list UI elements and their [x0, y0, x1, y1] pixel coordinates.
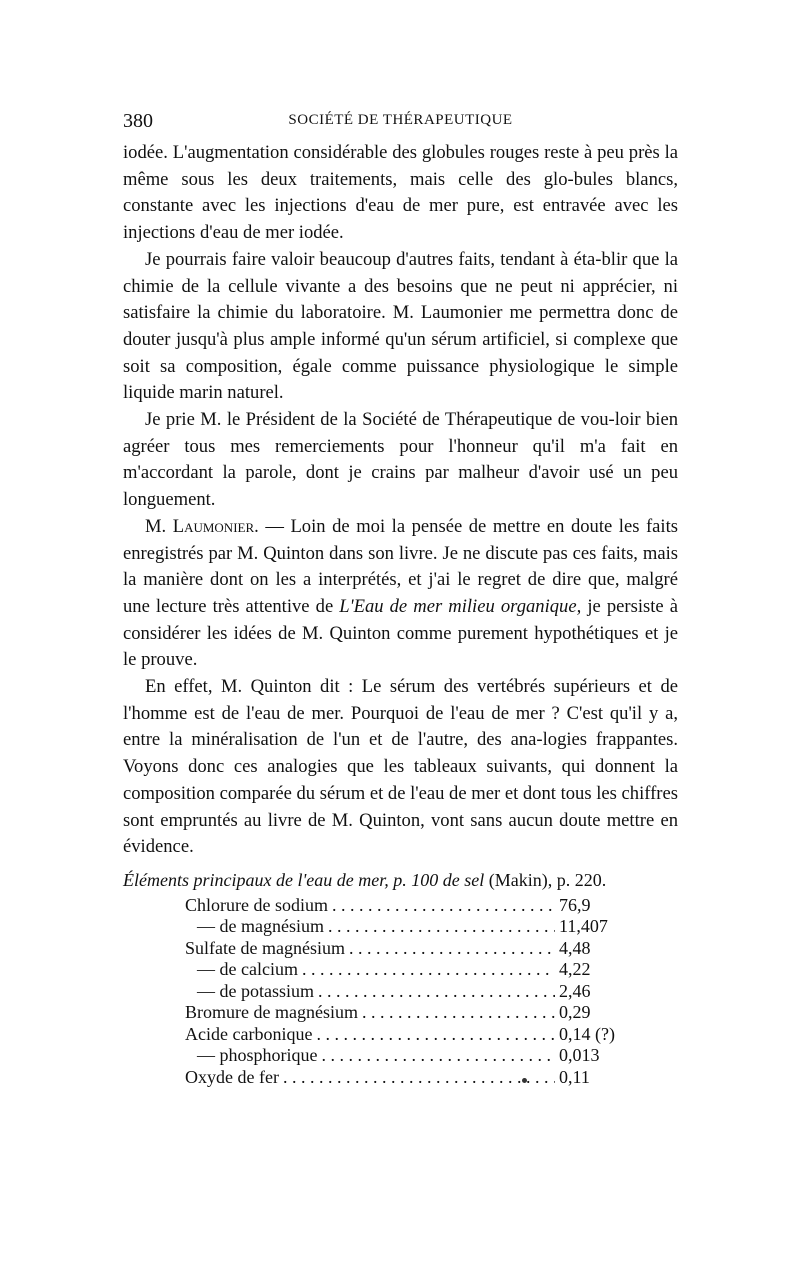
caption-italic: Éléments principaux de l'eau de mer, p. 100 de sel	[123, 869, 485, 890]
compound-value: 0,11	[559, 1066, 590, 1087]
compound-name: Oxyde de fer	[185, 1066, 279, 1087]
compound-name: — de magnésium	[197, 916, 324, 937]
paragraph-3: Je prie M. le Président de la Société de Thérapeutique de vou-loir bien agréer tous mes remerciements pour l'honneur qu'il m'a fait en m'accordant la parole, dont je crains par malheur d'avoir usé un peu longuement.	[123, 409, 678, 511]
dot-leader	[362, 1002, 555, 1024]
paragraph-2: Je pourrais faire valoir beaucoup d'autres faits, tendant à éta-blir que la chimie de la cellule vivante a des besoins que ne peut ni apprécier, ni satisfaire la chimie du laboratoire. M. Laumonier me permettra donc de douter jusqu'à plus ample informé qu'un sérum artificiel, si complexe que soit sa composition, égale comme puissance physiologique le simple liquide marin naturel.	[123, 248, 678, 404]
laumonier-text-1: — Loin de moi la pensée de mettre en doute les faits enregistrés par M. Quinton dans son livre. Je ne discute pas ces faits, mais la manière dont on les a interprétés, et j'ai le regret de dire que, malgré une lecture très attentive de	[123, 515, 678, 617]
dot-leader	[302, 959, 555, 981]
page-number: 380	[123, 110, 153, 132]
compound-name: — de potassium	[197, 980, 314, 1001]
compound-name: Bromure de magnésium	[185, 1002, 358, 1023]
stray-ink-dot	[522, 1078, 527, 1083]
table-row	[185, 959, 617, 981]
dot-leader	[316, 1024, 555, 1046]
dot-leader	[322, 1045, 556, 1067]
compound-name: — de calcium	[197, 959, 298, 980]
compound-value: 0,14 (?)	[559, 1023, 615, 1044]
dot-leader	[318, 981, 555, 1003]
laumonier-text-2: je persiste à considérer les idées de M. Quinton comme purement hypothétiques et je le prouve.	[123, 595, 678, 671]
compound-value: 4,48	[559, 937, 591, 958]
dot-leader	[349, 938, 555, 960]
paragraph-quinton: En effet, M. Quinton dit : Le sérum des vertébrés supérieurs et de l'homme est de l'eau de mer. Pourquoi de l'eau de mer ? C'est qu'il y a, entre la minéralisation de l'un et de l'autre, des ana-logies frappantes. Voyons donc ces analogies que les tableaux suivants, qui donnent la composition comparée du sérum et de l'eau de mer et dont tous les chiffres sont empruntés au livre de M. Quinton, vont sans aucun doute mettre en évidence.	[123, 676, 678, 858]
dot-leader	[283, 1067, 555, 1089]
compound-name: Sulfate de magnésium	[185, 937, 345, 958]
page-header	[123, 110, 678, 140]
compound-name: Chlorure de sodium	[185, 894, 328, 915]
book-page	[123, 110, 678, 1088]
book-title: L'Eau de mer milieu organique,	[339, 595, 582, 617]
table-row	[185, 916, 617, 938]
table-row	[185, 938, 617, 960]
table-row	[185, 1067, 617, 1089]
compound-value: 2,46	[559, 980, 591, 1001]
composition-table	[185, 895, 617, 1089]
table-row	[185, 981, 617, 1003]
dot-leader	[328, 916, 555, 938]
table-caption	[123, 867, 678, 893]
compound-value: 4,22	[559, 959, 591, 980]
compound-value: 0,29	[559, 1002, 591, 1023]
dot-leader	[332, 895, 555, 917]
caption-source: (Makin), p. 220.	[484, 869, 607, 890]
compound-name: — phosphorique	[197, 1045, 318, 1066]
compound-value: 0,013	[559, 1045, 600, 1066]
table-row	[185, 1045, 617, 1067]
paragraph-1: iodée. L'augmentation considérable des globules rouges reste à peu près la même sous les deux traitements, mais celle des glo-bules blancs, constante avec les injections d'eau de mer pure, est entravée avec les injections d'eau de mer iodée.	[123, 142, 678, 244]
speaker-name: M. Laumonier.	[145, 515, 259, 537]
compound-name: Acide carbonique	[185, 1023, 313, 1044]
table-row	[185, 1002, 617, 1024]
compound-value: 76,9	[559, 894, 591, 915]
table-row	[185, 895, 617, 917]
compound-value: 11,407	[559, 916, 608, 937]
paragraph-laumonier	[123, 514, 678, 674]
running-title: SOCIÉTÉ DE THÉRAPEUTIQUE	[288, 112, 513, 128]
table-row	[185, 1024, 617, 1046]
